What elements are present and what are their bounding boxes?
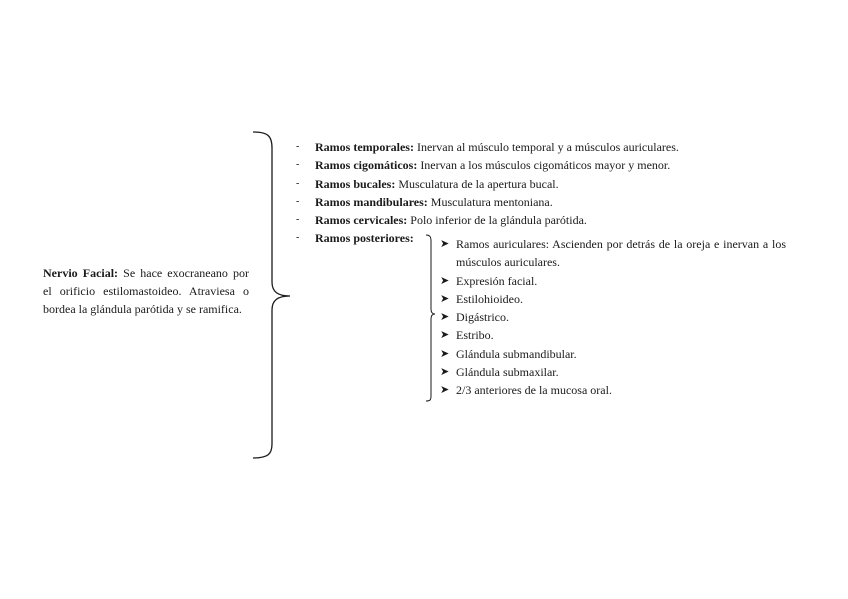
- sub-item-text: Digástrico.: [456, 310, 509, 325]
- branch-text: Inervan al músculo temporal y a músculos auriculares.: [416, 140, 679, 154]
- main-brace: [253, 132, 290, 458]
- sub-item-text: Estribo.: [456, 328, 494, 343]
- arrow-bullet-icon: ➤: [440, 366, 450, 379]
- root-text: Se hace exocraneano por el orificio estilomastoideo. Atraviesa o bordea la glándula parótida y se ramifica.: [43, 266, 250, 316]
- sub-item: [440, 235, 786, 272]
- dash-bullet: -: [296, 232, 300, 244]
- arrow-bullet-icon: ➤: [440, 274, 450, 287]
- branch-text: Polo inferior de la glándula parótida.: [410, 213, 587, 228]
- posteriores-brace: [426, 235, 435, 401]
- sub-item: [440, 326, 786, 344]
- sub-item-text: Expresión facial.: [456, 273, 538, 288]
- branch-item: [296, 211, 796, 229]
- posteriores-list: [440, 235, 786, 400]
- branch-label: Ramos bucales:: [315, 176, 396, 191]
- sub-item-text: Glándula submandibular.: [456, 346, 577, 361]
- arrow-bullet-icon: ➤: [440, 347, 450, 360]
- arrow-bullet-icon: ➤: [440, 238, 450, 250]
- sub-item: [440, 345, 786, 363]
- arrow-bullet-icon: ➤: [440, 329, 450, 342]
- branch-item: [296, 175, 796, 193]
- branch-label: Ramos mandibulares:: [315, 194, 428, 209]
- branch-text: Musculatura mentoniana.: [430, 194, 553, 209]
- sub-item: [440, 272, 786, 290]
- sub-item: [440, 308, 786, 326]
- branch-label: Ramos temporales:: [315, 140, 414, 154]
- branch-label: Ramos posteriores:: [315, 231, 414, 246]
- branch-label: Ramos cervicales:: [315, 213, 408, 228]
- arrow-bullet-icon: ➤: [440, 384, 450, 397]
- arrow-bullet-icon: ➤: [440, 311, 450, 324]
- branch-text: Inervan a los músculos cigomáticos mayor y menor.: [420, 158, 671, 173]
- branch-list: [296, 138, 796, 248]
- branch-item: [296, 138, 796, 156]
- sub-item: [440, 363, 786, 381]
- branch-item: [296, 156, 796, 174]
- sub-item: [440, 381, 786, 399]
- dash-bullet: -: [296, 159, 300, 171]
- sub-item-text: Estilohioideo.: [456, 291, 523, 306]
- sub-item-text: Ramos auriculares: Ascienden por detrás de la oreja e inervan a los músculos auriculares.: [456, 237, 786, 270]
- sub-item-text: Glándula submaxilar.: [456, 365, 559, 380]
- dash-bullet: -: [296, 214, 300, 226]
- branch-text: Musculatura de la apertura bucal.: [398, 176, 559, 191]
- branch-label: Ramos cigomáticos:: [315, 158, 418, 173]
- dash-bullet: -: [296, 141, 300, 152]
- arrow-bullet-icon: ➤: [440, 292, 450, 305]
- dash-bullet: -: [296, 177, 300, 189]
- dash-bullet: -: [296, 195, 300, 207]
- sub-item: [440, 290, 786, 308]
- branch-item: [296, 193, 796, 211]
- sub-item-text: 2/3 anteriores de la mucosa oral.: [456, 383, 612, 398]
- root-title: Nervio Facial:: [43, 266, 119, 280]
